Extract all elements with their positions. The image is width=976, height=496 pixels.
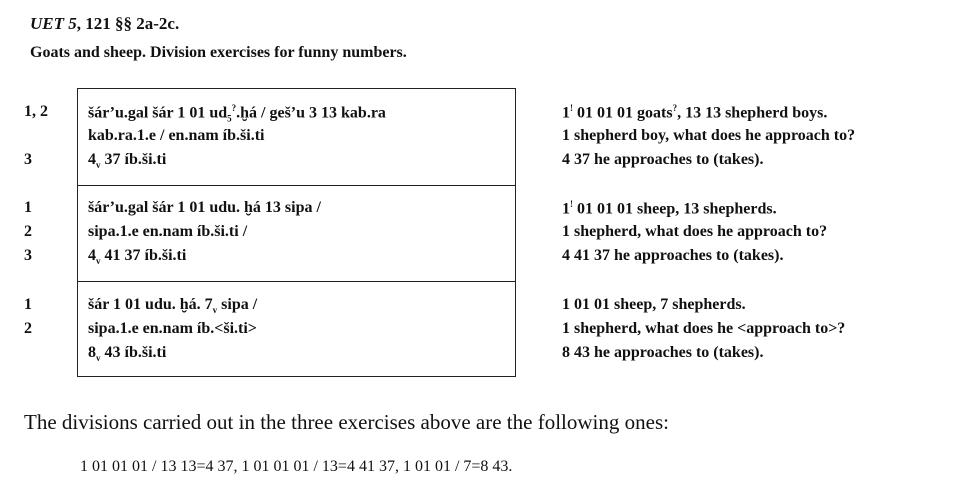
translation-line	[562, 320, 845, 338]
translation-line	[562, 151, 763, 169]
subscript: v	[96, 160, 101, 171]
line-number: 2	[24, 223, 32, 240]
superscript: !	[570, 103, 573, 113]
line-number: 3	[24, 151, 32, 168]
text-run: sipa.1.e en.nam íb.<ši.ti>	[88, 320, 257, 337]
subscript: v	[212, 305, 218, 316]
text-run: 4	[88, 151, 96, 168]
text-run: 1 01 01 sheep, 7 shepherds.	[562, 296, 746, 313]
text-run: 1 shepherd boy, what does he approach to?	[562, 127, 856, 144]
line-number: 1	[24, 199, 32, 216]
translation-line	[562, 296, 746, 314]
transliteration-line	[88, 199, 321, 217]
text-run: sipa.1.e en.nam íb.ši.ti /	[88, 223, 248, 240]
translation-line	[562, 127, 855, 145]
text-run: 4 41 37 he approaches to (takes).	[562, 247, 784, 264]
reference-text: , 121 §§ 2a-2c.	[76, 14, 180, 33]
text-run: 8 43 he approaches to (takes).	[562, 344, 764, 361]
line-number: 1	[24, 296, 32, 313]
transliteration-line	[88, 344, 166, 363]
superscript: ?	[231, 103, 237, 113]
subscript: 5	[227, 113, 232, 124]
text-run: 43 íb.ši.ti	[100, 344, 167, 361]
division-results: 1 01 01 01 / 13 13=4 37, 1 01 01 01 / 13=4 41 37, 1 01 01 / 7=8 43.	[80, 458, 513, 475]
text-run: šár’u.gal šár 1 01 udu. ḫá 13 sipa /	[88, 199, 321, 216]
text-run: šár’u.gal šár 1 01 ud	[88, 104, 228, 122]
source-text: UET 5	[30, 14, 77, 33]
text-run: 01 01 01 goats	[573, 104, 673, 122]
text-run: 8	[88, 344, 96, 361]
text-run: 1 shepherd, what does he <approach to>?	[562, 320, 846, 337]
transliteration-line	[88, 320, 257, 338]
translation-line	[562, 103, 827, 122]
summary-sentence: The divisions carried out in the three exercises above are the following ones:	[24, 410, 669, 434]
translation-line	[562, 223, 827, 241]
transliteration-line	[88, 247, 186, 266]
transliteration-line	[88, 151, 166, 170]
translation-line	[562, 199, 777, 218]
translation-line	[562, 247, 783, 265]
text-run: sipa /	[217, 296, 258, 313]
text-run: , 13 13 shepherd boys.	[677, 104, 828, 122]
translation-line	[562, 344, 763, 362]
transliteration-line	[88, 223, 247, 241]
superscript: !	[570, 199, 573, 209]
subscript: v	[96, 353, 101, 364]
transliteration-line	[88, 103, 386, 124]
line-number: 3	[24, 247, 32, 264]
text-run: 01 01 01 sheep, 13 shepherds.	[573, 200, 777, 218]
exercise-title	[30, 14, 179, 34]
transliteration-line	[88, 127, 264, 145]
transliteration-line	[88, 296, 257, 315]
subscript: v	[96, 256, 101, 267]
line-number: 2	[24, 320, 32, 337]
text-run: 4 37 he approaches to (takes).	[562, 151, 764, 168]
text-run: 1	[562, 104, 570, 122]
text-run: 4	[88, 247, 96, 264]
text-run: 41 37 íb.ši.ti	[100, 247, 187, 264]
subtitle: Goats and sheep. Division exercises for funny numbers.	[30, 44, 407, 61]
text-run: 1	[562, 200, 570, 218]
text-run: kab.ra.1.e / en.nam íb.ši.ti	[88, 127, 265, 144]
text-run: šár 1 01 udu. ḫá. 7	[88, 296, 213, 313]
line-number: 1, 2	[24, 103, 48, 120]
superscript: ?	[672, 103, 678, 113]
text-run: 1 shepherd, what does he approach to?	[562, 223, 828, 240]
text-run: .ḫá / geš’u 3 13 kab.ra	[236, 104, 386, 122]
text-run: 37 íb.ši.ti	[100, 151, 167, 168]
